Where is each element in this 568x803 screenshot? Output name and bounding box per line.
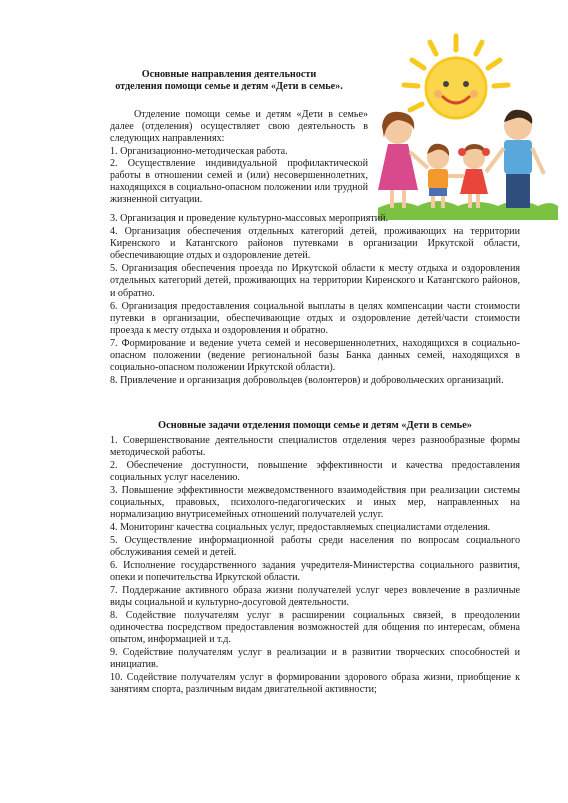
intro-paragraph — [110, 109, 368, 145]
list-item: 1. Организационно-методическая работа. — [110, 146, 288, 157]
list-item: 9. Содействие получателям услуг в реализации и в развитии творческих способностей и инициатив. — [110, 646, 520, 671]
list-item: 3. Организация и проведение культурно-массовых мероприятий. — [110, 213, 389, 224]
list-item: 6. Организация предоставления социальной выплаты в целях компенсации части стоимости путевки в организации, обеспечивающие отдых и оздоровление детей/части стоимости проезда к месту отдыха и оздоровления и обратно. — [110, 300, 520, 336]
list-item: 7. Поддержание активного образа жизни получателей услуг через вовлечение в различные виды социальной и культурно-досуговой деятельности. — [110, 584, 520, 608]
list-item: 5. Осуществление информационной работы среди населения по вопросам социального обслуживания семей и детей. — [110, 534, 520, 559]
list-item: 8. Привлечение и организация добровольцев (волонтеров) и добровольческих организаций. — [110, 375, 504, 387]
list-item: 2. Осуществление индивидуальной профилактической работы в отношении семей и (или) несовершеннолетних, находящихся в социально-опасном положении или трудной жизненной ситуации. — [110, 158, 368, 206]
list-item: 10. Содействие получателям услуг в формировании здорового образа жизни, приобщение к занятиям спорта, различным видам двигательной активности; — [110, 671, 520, 696]
list-item: 6. Исполнение государственного задания учредителя-Министерства социального развития, опеки и попечительства Иркутской области. — [110, 559, 520, 584]
list-item: 2. Обеспечение доступности, повышение эффективности и качества предоставления социальных услуг населению. — [110, 459, 520, 484]
father-figure — [486, 110, 544, 208]
directions-list-narrow — [110, 146, 368, 206]
page-title-line1: Основные направления деятельности — [141, 69, 317, 80]
page-title-line2: отделения помощи семье и детям «Дети в семье». — [115, 81, 343, 92]
sun-icon — [426, 58, 486, 118]
list-item: 5. Организация обеспечения проезда по Иркутской области к месту отдыха и оздоровления отдельных категорий детей, проживающих на территории Киренского и Катангского районов, и обратно. — [110, 263, 520, 299]
mother-figure — [378, 112, 428, 208]
girl-figure — [448, 144, 490, 208]
list-item: 4. Мониторинг качества социальных услуг, предоставляемых специалистами отделения. — [110, 522, 491, 534]
family-sun-illustration — [378, 30, 558, 220]
list-item: 3. Повышение эффективности межведомственного взаимодействия при реализации системы социальных, правовых, психолого-педагогических и иных мер, направленных на нормализацию внутрисемейных отношений получателей услуг. — [110, 484, 520, 521]
list-item: 7. Формирование и ведение учета семей и несовершеннолетних, находящихся в социально-опасном положении (ведение региональной базы Банка данных семей, находящихся в социально-опасном положении Иркутской области). — [110, 337, 520, 374]
list-item: 8. Содействие получателям услуг в расширении социальных связей, в преодолении одиночества посредством предоставления возможностей для общения по интересам, обмена опытом, информацией и т.д. — [110, 609, 520, 646]
directions-list-full — [110, 213, 520, 388]
boy-figure — [427, 144, 449, 208]
tasks-list — [110, 435, 520, 697]
intro-text: Отделение помощи семье и детям «Дети в семье» далее (отделения) осуществляет свою деятельность в следующих направлениях: — [110, 109, 368, 145]
list-item: 1. Совершенствование деятельности специалистов отделения через разнообразные формы методической работы. — [110, 435, 520, 459]
tasks-heading: Основные задачи отделения помощи семье и детям «Дети в семье» — [158, 420, 472, 431]
list-item: 4. Организация обеспечения отдельных категорий детей, проживающих на территории Киренского и Катангского районов путевками в организации Иркутской области, обеспечивающие отдых и оздоровление детей. — [110, 226, 520, 262]
